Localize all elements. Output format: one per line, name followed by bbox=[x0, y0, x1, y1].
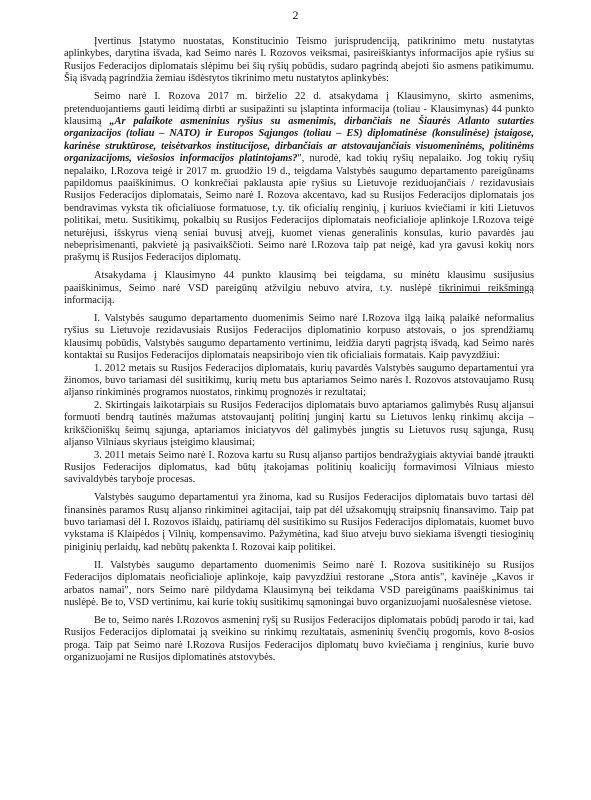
questionnaire-question: „Ar palaikote asmeninius ryšius su asmenimis, dirbančiais ne Šiaurės Atlanto sutarties organizacijos (toliau – NATO) ir Europos Sąjungos (toliau – ES) diplomatinėse (konsulinėse) įstaigose, karinėse struktūrose, teisėtvarkos institucijose, dirbančiais ar atstovaujančiais visuomeninėms, politinėms organizacijoms, viešosios informacijos platintojams? bbox=[64, 115, 534, 165]
paragraph-intro: Įvertinus Įstatymo nuostatas, Konstitucinio Teismo jurisprudenciją, patikrinimo metu nustatytas aplinkybes, darytina išvada, kad Seimo narės I. Rozovos veiksmai, pasireiškiantys informacijos apie ryšius su Rusijos Federacijos diplomatais slėpimu bei šių ryšių pobūdis, sudaro pagrindą abejoti šio asmens patikimumu. Šią išvadą pagrindžia žemiau išdėstytos tikrinimo metu nustatytos aplinkybės: bbox=[64, 36, 534, 85]
paragraph-answer bbox=[64, 270, 534, 307]
paragraph-section-1: I. Valstybės saugumo departamento duomenimis Seimo narė I.Rozova ilgą laiką palaikė neformalius ryšius su Lietuvoje rezidavusiais Rusijos Federacijos diplomatinio korpuso atstovais, o jos sprendžiamų klausimų pobūdis, Valstybės saugumo departamento vertinimu, leidžia daryti pagrįstą išvadą, kad Seimo narės kontaktai su Rusijos Federacijos diplomatais neapsiribojo vien tik oficialiais formatais. Kaip pavyzdžiui: bbox=[64, 313, 534, 362]
list-item-2: 2. Skirtingais laikotarpiais su Rusijos Federacijos diplomatais buvo aptariamos galimybės Rusų aljansui formuoti bendrą tautinės mažumas atstovaujantį politinį junginį kartu su Lietuvos lenkų rinkimų akcija – krikščioniškų šeimų sąjunga, aptariamos iniciatyvos dėl galimybės jungtis su Lietuvos rusų sąjunga, Rusų aljanso Vilniaus skyriaus įsteigimo klausimai; bbox=[64, 399, 534, 449]
paragraph-greetings: Be to, Seimo narės I.Rozovos asmeninį ryšį su Rusijos Federacijos diplomatais pobūdį parodo ir tai, kad Rusijos Federacijos diplomatai ją sveikino su rinkimų rezultatais, asmeninių švenčių progomis, kovo 8-osios proga. Taip pat Seimo narė I.Rozova Rusijos Federacijos diplomatų buvo kviečiama į renginius, kurie buvo organizuojami ne Rusijos diplomatinės atstovybės. bbox=[64, 614, 534, 664]
list-item-3: 3. 2011 metais Seimo narė I. Rozova kartu su Rusų aljanso partijos bendražygiais aktyviai bandė įtraukti Rusijos Federacijos diplomatus, kad būtų įtakojamas politinių koalicijų formavimosi Vilniaus miesto savivaldybės taryboje procesas. bbox=[64, 449, 534, 486]
page-number: 2 bbox=[292, 8, 299, 22]
paragraph-text: ", nurodė, kad tokių ryšių nepalaiko. Jog tokių ryšių nepalaiko, I.Rozova teigė ir 2017 m. gruodžio 19 d., teigdama Valstybės saugumo departamento pareigūnams papildomus paaiškinimus. O konkrečiai paklausta apie ryšius su Lietuvoje reziduojančiais / rezidavusiais Rusijos Federacijos diplomatais, Seimo narė I. Rozova akcentavo, kad su Rusijos Federacijos diplomatais jos bendravimas vyksta tik oficialiuose formatuose, t.y. tik oficialių renginių, į kuriuos kviečiami ir kiti Lietuvos politikai, metu. Susitikimų, pokalbių su Rusijos Federacijos diplomatais neoficialioje aplinkoje I.Rozova teigė neturėjusi, išskyrus vieną seniai buvusį atvejį, kuomet vienas generalinis konsulas, kurio pavardės jau nebeprisimenanti, pakvietė ją pasivaikščioti. Seimo narė I.Rozova taip pat neigė, kad yra gavusi kokių nors prašymų iš Rusijos Federacijos diplomatų. bbox=[64, 153, 535, 264]
paragraph-questionnaire bbox=[64, 91, 534, 265]
paragraph-text: informaciją. bbox=[64, 295, 115, 307]
paragraph-section-2: II. Valstybės saugumo departamento duomenimis Seimo narė I. Rozova susitikinėjo su Rusijos Federacijos diplomatais neoficialioje aplinkoje, kaip pavyzdžiui restorane „Stora antis", kavinėje „Kavos ir arbatos namai", nors Seimo narė pildydama Klausimyną bei teikdama VSD pareigūnams paaiškinimus tai nuslėpė. Be to, VSD vertinimu, kai kurie tokių susitikimų sąmoningai buvo organizuojami nuošalesnėse vietose. bbox=[64, 559, 534, 608]
paragraph-text: Seimo narė I. Rozova 2017 m. birželio 22 d. atsakydama į Klausimyno, skirto asmenims, pretenduojantiems gauti leidimą dirbti ar susipažinti su įslaptinta informacija (toliau - Klausimynas) 44 punkto klausimą bbox=[64, 91, 534, 127]
paragraph-financing: Valstybės saugumo departamentui yra žinoma, kad su Rusijos Federacijos diplomatais buvo tartasi dėl finansinės paramos Rusų aljanso rinkiminei agitacijai, taip pat dėl užsakomųjų straipsnių finansavimo. Taip pat buvo tariamasi dėl I. Rozovos išlaidų, patiriamų dėl susitikimo su Rusijos Federacijos diplomatais, kuomet buvo vykstama iš Klaipėdos į Vilnių, kompensavimo. Pažymėtina, kad šiuo atveju buvo siekiama išvengti tiesioginių piniginių perlaidų, kad nebūtų pakenkta I. Rozovai kaip politikei. bbox=[64, 492, 534, 553]
underlined-text: tikrinimui reikšmingą bbox=[438, 282, 534, 294]
document-body bbox=[64, 36, 534, 670]
paragraph-text: Atsakydama į Klausimyno 44 punkto klausimą bei teigdama, su minėtu klausimu susijusius paaiškinimus, Seimo narė VSD pareigūnų atžvilgiu nebuvo atvira, t.y. nuslėpė bbox=[64, 270, 534, 294]
list-item-1: 1. 2012 metais su Rusijos Federacijos diplomatais, kurių pavardės Valstybės saugumo departamentui yra žinomos, buvo tariamasi dėl susitikimų, kurių metu bus aptariamos Seimo narės I. Rozovos atstovaujamo Rusų aljanso rinkiminės programos nuostatos, rinkimų prognozės ir rezultatai; bbox=[64, 362, 534, 399]
